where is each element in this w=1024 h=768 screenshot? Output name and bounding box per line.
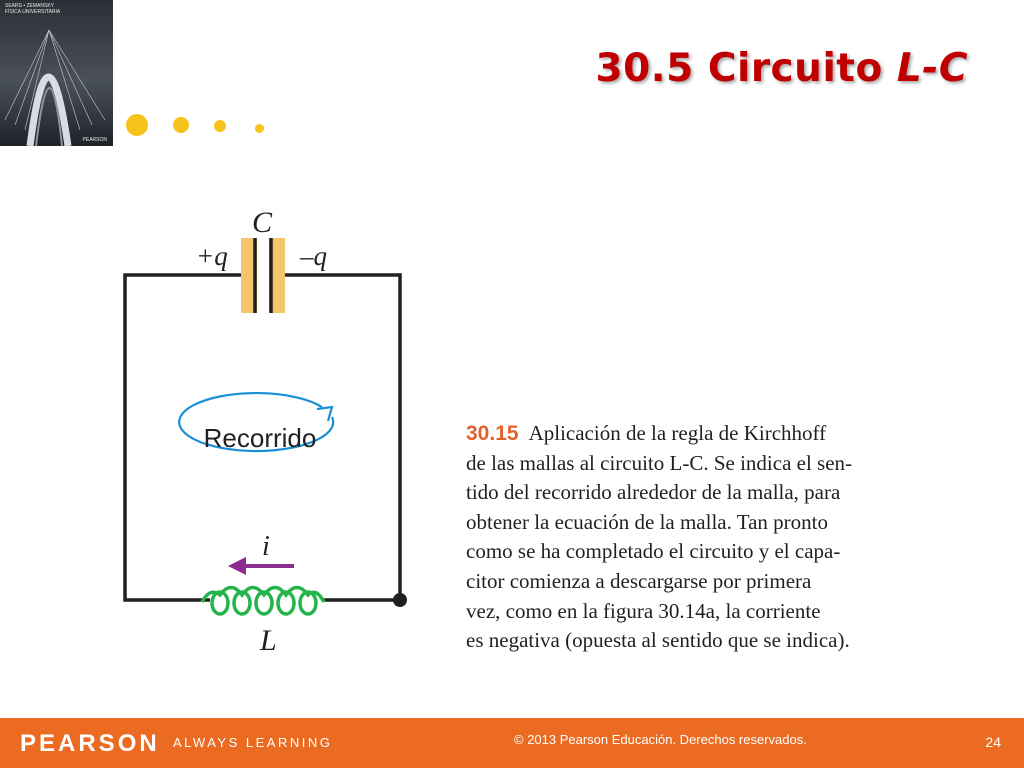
slide-title [596, 46, 968, 91]
caption-line-7: vez, como en la figura 30.14a, la corriente [466, 598, 821, 623]
decorative-dot-1 [126, 114, 148, 136]
book-cover-brand: PEARSON [82, 137, 107, 143]
loop-label: Recorrido [203, 423, 317, 453]
decorative-dot-2 [173, 117, 189, 133]
caption-line-5: como se ha completado el circuito y el capa- [466, 539, 841, 564]
inductor-label: L [260, 624, 277, 657]
caption-line-4: obtener la ecuación de la malla. Tan pronto [466, 509, 828, 534]
decorative-dot-3 [214, 120, 226, 132]
caption-line-3: tido del recorrido alrededor de la malla, para [466, 480, 841, 505]
book-cover-title: SEARS • ZEMANSKY FÍSICA UNIVERSITARIA [5, 3, 61, 15]
figure-number: 30.15 [466, 422, 519, 445]
book-cover-image [0, 0, 113, 146]
inductor-coil [202, 588, 324, 603]
switch-node [393, 593, 407, 607]
plus-charge-label: +q [196, 241, 228, 271]
capacitor-label: C [252, 206, 273, 239]
lc-circuit-diagram [110, 195, 430, 665]
caption-line-1 [466, 419, 966, 449]
page-number: 24 [985, 734, 1001, 750]
figure-caption [466, 419, 966, 656]
minus-charge-label: –q [300, 241, 327, 271]
bridge-illustration [0, 0, 113, 146]
title-italic: L-C [896, 46, 968, 91]
footer-bar [0, 718, 1024, 768]
caption-text: Aplicación de la regla de Kirchhoff [528, 421, 827, 445]
copyright-text: © 2013 Pearson Educación. Derechos reservados. [514, 732, 807, 747]
current-label: i [262, 531, 270, 562]
pearson-logo: PEARSON [20, 730, 160, 757]
caption-line-2: de las mallas al circuito L-C. Se indica el sen- [466, 450, 853, 475]
decorative-dot-4 [255, 124, 264, 133]
current-arrowhead [228, 557, 246, 575]
caption-line-8: es negativa (opuesta al sentido que se indica). [466, 628, 850, 653]
caption-line-6: citor comienza a descargarse por primera [466, 568, 812, 593]
loop-arrowhead [317, 407, 332, 421]
footer-tagline: ALWAYS LEARNING [173, 735, 333, 750]
title-prefix: 30.5 Circuito [595, 46, 897, 91]
